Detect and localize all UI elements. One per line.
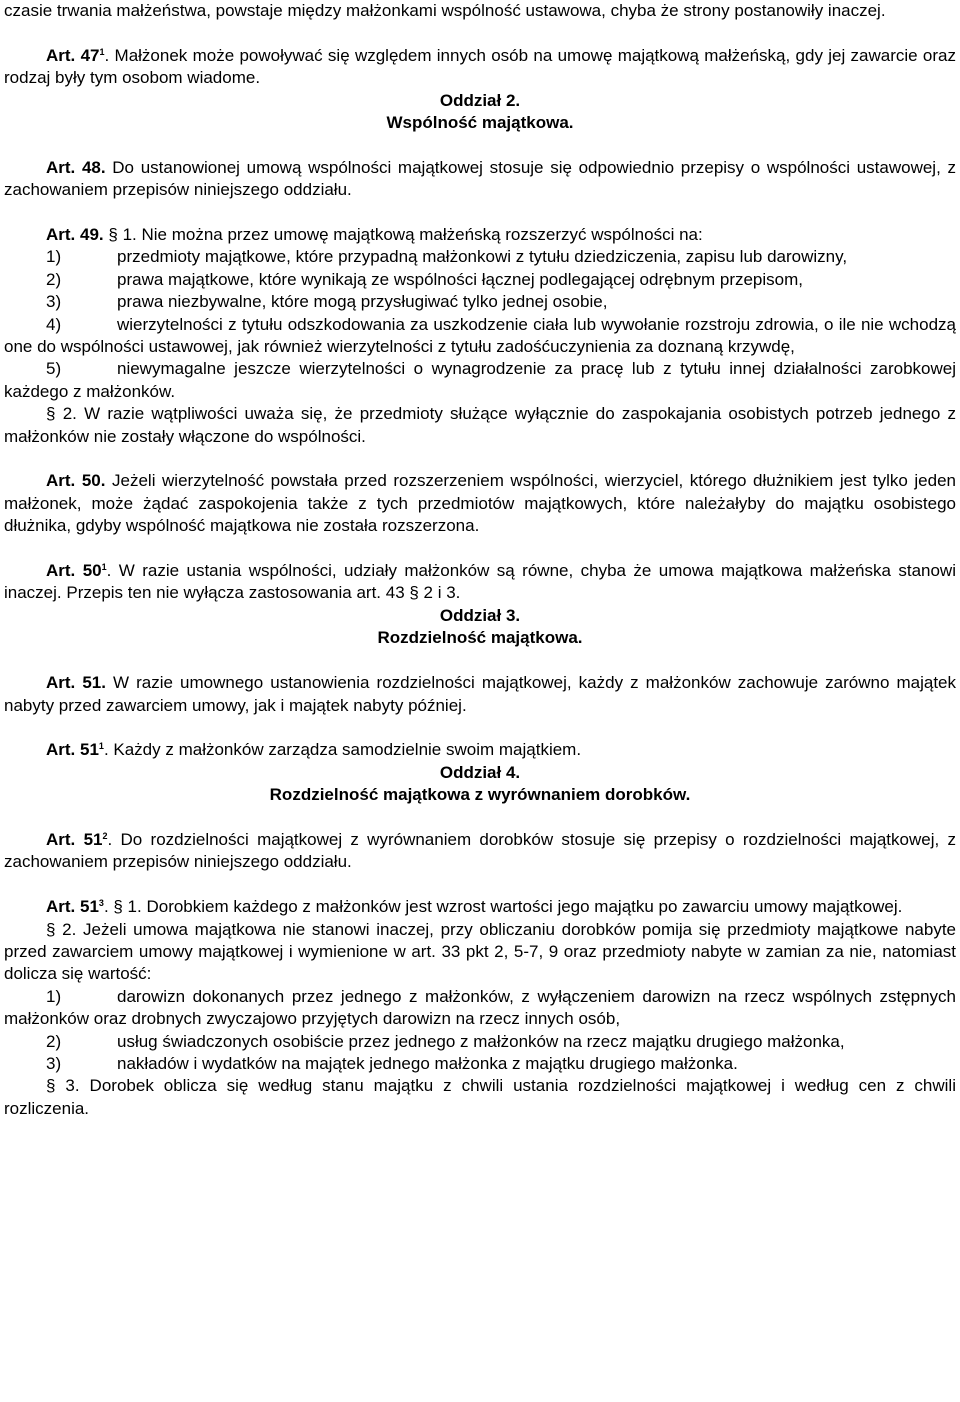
list-number: 1) [46, 986, 62, 1006]
article-49-list [4, 246, 956, 403]
list-text: przedmioty majątkowe, które przypadną małżonkowi z tytułu dziedziczenia, zapisu lub darowizny, [117, 247, 848, 267]
section-title-rozdzielnosc-wyrownanie: Rozdzielność majątkowa z wyrównaniem dorobków. [269, 785, 691, 805]
list-number: 4) [46, 314, 62, 334]
list-number: 1) [46, 247, 62, 267]
article-number: Art. 50. [46, 471, 106, 491]
paragraph-continuation: czasie trwania małżeństwa, powstaje między małżonkami wspólność ustawowa, chyba że strony postanowiły inaczej. [4, 1, 886, 20]
article-number: Art. 48. [46, 157, 106, 177]
paragraph-number: 1. [122, 225, 137, 245]
superscript: 3 [98, 898, 104, 909]
list-text: niewymagalne jeszcze wierzytelności o wynagrodzenie za pracę lub z tytułu innej działalności zarobkowej każdego z małżonków. [4, 359, 956, 401]
article-49-par-1 [4, 224, 956, 246]
article-47-1 [4, 45, 956, 90]
article-number: Art. 51 [46, 740, 99, 760]
article-text: . Małżonek może powoływać się względem innych osób na umowę majątkową małżeńską, gdy jej zawarcie oraz rodzaj były tym osobom wiadome. [4, 45, 957, 88]
list-text: wierzytelności z tytułu odszkodowania za uszkodzenie ciała lub wywołanie rozstroju zdrowia, o ile nie wchodzą one do wspólności ustawowej, jak również wierzytelności z tytułu zadośćuczynienia za doznaną krzywdę, [4, 314, 956, 357]
article-text: . W razie ustania wspólności, udziały małżonków są równe, chyba że umowa majątkowa małżeńska stanowi inaczej. Przepis ten nie wyłącza zastosowania art. 43 § 2 i 3. [4, 561, 956, 603]
article-51-2 [4, 829, 956, 874]
article-number: Art. 51 [46, 897, 99, 917]
article-51 [4, 672, 956, 717]
article-51-1 [4, 739, 956, 761]
paragraph-text: Jeżeli umowa majątkowa nie stanowi inaczej, przy obliczaniu dorobków pomija się przedmioty majątkowe nabyte przed zawarciem umowy majątkowej i wymienione w art. 33 pkt 2, 5-7, 9 oraz przedmioty nabyte w zamian za nie, natomiast dolicza się wartość: [4, 919, 956, 984]
article-49-par-2 [4, 403, 956, 448]
list-item [4, 291, 956, 313]
article-text: Do ustanowionej umową wspólności majątkowej stosuje się odpowiednio przepisy o wspólności ustawowej, z zachowaniem przepisów niniejszego oddziału. [4, 157, 956, 200]
article-text: . Do rozdzielności majątkowej z wyrównaniem dorobków stosuje się przepisy o rozdzielności majątkowej, z zachowaniem przepisów niniejszego oddziału. [4, 829, 956, 872]
section-heading-oddzial-2: Oddział 2. [439, 90, 521, 110]
article-number: Art. 51. [46, 673, 106, 693]
list-item [4, 246, 956, 268]
section-sign-icon: § [46, 404, 56, 424]
list-item [4, 1053, 956, 1075]
list-item [4, 1031, 956, 1053]
paragraph-number: 2. [62, 919, 77, 939]
article-number: Art. 47 [46, 45, 100, 65]
article-text: Jeżeli wierzytelność powstała przed rozszerzeniem wspólności, wierzyciel, którego dłużnikiem jest tylko jeden małżonek, może żądać zaspokojenia także z tych przedmiotów majątkowych, które należałyby do majątku osobistego dłużnika, gdyby wspólność majątkowa nie została rozszerzona. [4, 471, 956, 536]
article-48 [4, 157, 956, 202]
list-item [4, 269, 956, 291]
superscript: 1 [98, 741, 104, 752]
list-item [4, 314, 956, 359]
list-text: prawa majątkowe, które wynikają ze wspólności łącznej podlegającej odrębnym przepisom, [117, 269, 804, 289]
paragraph-text: Nie można przez umowę majątkową małżeńską rozszerzyć wspólności na: [136, 225, 703, 245]
list-number: 2) [46, 269, 62, 289]
list-text: usług świadczonych osobiście przez jednego z małżonków na rzecz majątku drugiego małżonka, [117, 1031, 845, 1051]
article-text: W razie umownego ustanowienia rozdzielności majątkowej, każdy z małżonków zachowuje zarówno majątek nabyty przed zawarciem umowy, jak i majątek nabyty później. [4, 673, 956, 715]
list-text: nakładów i wydatków na majątek jednego małżonka z majątku drugiego małżonka. [117, 1053, 738, 1073]
paragraph-number: 2. [62, 404, 77, 424]
article-51-3-par-3 [4, 1075, 956, 1120]
superscript: 1 [99, 46, 105, 57]
article-51-3-list [4, 986, 956, 1076]
section-sign-icon: § [46, 919, 56, 939]
article-number: Art. 49. [46, 225, 104, 245]
section-heading-oddzial-4: Oddział 4. [439, 762, 521, 782]
paragraph-text: Dorobek oblicza się według stanu majątku z chwili ustania rozdzielności majątkowej i według cen z chwili rozliczenia. [4, 1076, 956, 1118]
article-text: . Każdy z małżonków zarządza samodzielnie swoim majątkiem. [103, 740, 582, 760]
section-sign-icon: § [46, 1076, 56, 1096]
list-number: 5) [46, 359, 62, 379]
superscript: 2 [102, 830, 108, 841]
list-number: 3) [46, 1053, 62, 1073]
superscript: 1 [101, 562, 107, 573]
paragraph-text: . § 1. Dorobkiem każdego z małżonków jest wzrost wartości jego majątku po zawarciu umowy majątkowej. [103, 897, 903, 917]
list-text: prawa niezbywalne, które mogą przysługiwać tylko jednej osobie, [117, 292, 608, 312]
paragraph-text: W razie wątpliwości uważa się, że przedmioty służące wyłącznie do zaspokajania osobistych potrzeb jednego z małżonków nie zostały włączone do wspólności. [4, 404, 956, 446]
article-51-3-par-2 [4, 919, 956, 986]
list-item [4, 358, 956, 403]
section-sign-icon: § [108, 225, 118, 245]
article-50 [4, 470, 956, 537]
article-number: Art. 50 [46, 561, 102, 581]
article-50-1 [4, 560, 956, 605]
paragraph-number: 3. [65, 1076, 80, 1096]
section-title-wspolnosc: Wspólność majątkowa. [386, 113, 574, 133]
section-heading-oddzial-3: Oddział 3. [439, 605, 521, 625]
list-number: 3) [46, 292, 62, 312]
section-title-rozdzielnosc: Rozdzielność majątkowa. [377, 628, 583, 648]
article-51-3-par-1 [4, 896, 956, 918]
list-text: darowizn dokonanych przez jednego z małżonków, z wyłączeniem darowizn na rzecz wspólnych zstępnych małżonków oraz drobnych zwyczajowo przyjętych darowizn na rzecz innych osób, [4, 986, 956, 1029]
list-item [4, 986, 956, 1031]
list-number: 2) [46, 1031, 62, 1051]
article-number: Art. 51 [46, 829, 103, 849]
